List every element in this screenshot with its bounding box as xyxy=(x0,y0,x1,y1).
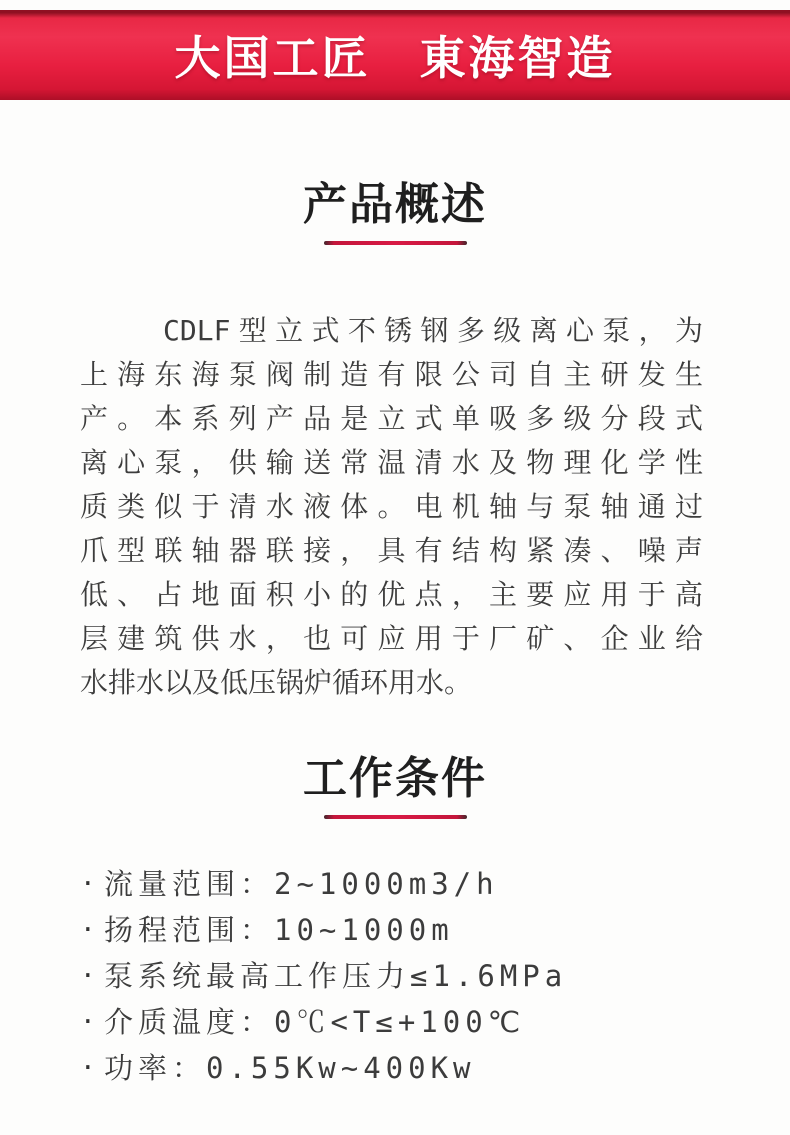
list-item-text: 介质温度：0℃<T≤+100℃ xyxy=(104,1005,526,1039)
bullet-icon: · xyxy=(80,1053,96,1083)
paragraph-line: 离心泵，供输送常温清水及物理化学性 xyxy=(80,446,703,479)
paragraph-line: 质类似于清水液体。电机轴与泵轴通过 xyxy=(80,490,703,523)
paragraph-line: 水排水以及低压锅炉循环用水。 xyxy=(80,666,473,699)
paragraph-line: CDLF型立式不锈钢多级离心泵，为 xyxy=(163,314,703,347)
overview-heading-underline xyxy=(324,241,467,245)
bullet-icon: · xyxy=(80,1007,96,1037)
list-item-text: 功率：0.55Kw~400Kw xyxy=(104,1051,476,1085)
product-page xyxy=(0,10,790,1091)
paragraph-line: 爪型联轴器联接，具有结构紧凑、噪声 xyxy=(80,534,703,567)
conditions-heading: 工作条件 xyxy=(303,753,487,804)
list-item-text: 扬程范围：10~1000m xyxy=(104,913,454,947)
paragraph-line: 上海东海泵阀制造有限公司自主研发生 xyxy=(80,358,703,391)
brand-ribbon-banner xyxy=(0,10,790,100)
overview-heading: 产品概述 xyxy=(303,179,487,230)
list-item-head-range xyxy=(80,907,790,953)
bullet-icon: · xyxy=(80,869,96,899)
list-item-flow-range xyxy=(80,861,790,907)
banner-title: 大国工匠 東海智造 xyxy=(174,31,616,85)
paragraph-line: 低、占地面积小的优点，主要应用于高 xyxy=(80,578,703,611)
conditions-list xyxy=(80,861,790,1091)
list-item-max-pressure xyxy=(80,953,790,999)
bullet-icon: · xyxy=(80,915,96,945)
list-item-text: 泵系统最高工作压力≤1.6MPa xyxy=(104,959,568,993)
section-working-conditions xyxy=(0,753,790,1091)
paragraph-line: 产。本系列产品是立式单吸多级分段式 xyxy=(80,402,703,435)
bullet-icon: · xyxy=(80,961,96,991)
overview-paragraph xyxy=(80,309,703,705)
list-item-power-range xyxy=(80,1045,790,1091)
conditions-heading-underline xyxy=(324,815,467,819)
list-item-medium-temperature xyxy=(80,999,790,1045)
list-item-text: 流量范围：2~1000m3/h xyxy=(104,867,499,901)
paragraph-line: 层建筑供水，也可应用于厂矿、企业给 xyxy=(80,622,703,655)
section-product-overview xyxy=(0,179,790,705)
